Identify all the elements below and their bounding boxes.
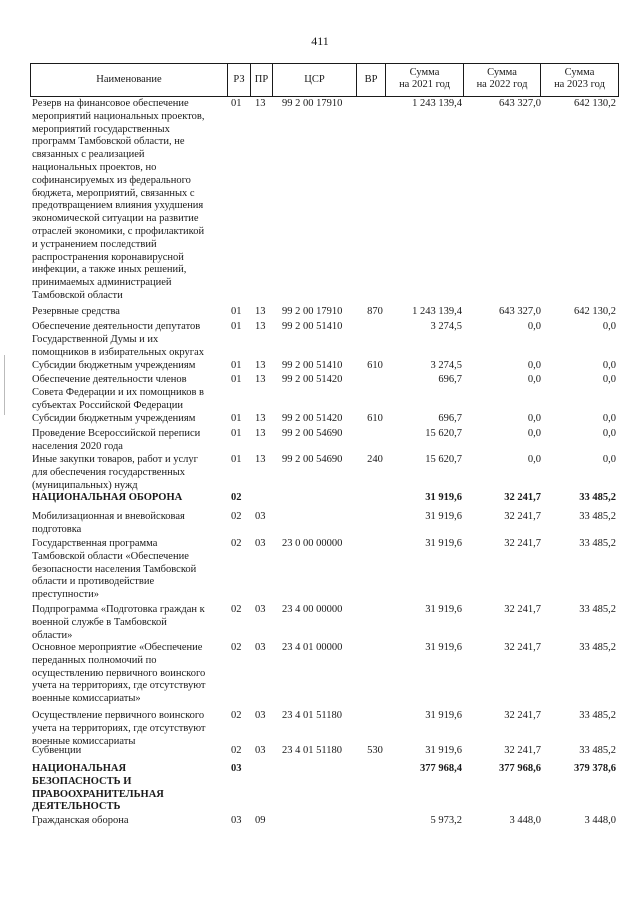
cell-name: Субсидии бюджетным учреждениям — [32, 413, 196, 424]
cell-csr: 99 2 00 51420 — [282, 413, 343, 424]
cell-rz: 01 — [231, 428, 242, 439]
cell-s2: 377 968,6 — [499, 763, 541, 774]
column-header-sum-2021: Сумма на 2021 год — [399, 67, 450, 90]
cell-s1: 1 243 139,4 — [412, 306, 462, 317]
cell-s3: 33 485,2 — [579, 745, 616, 756]
cell-s1: 3 274,5 — [430, 360, 462, 371]
cell-s1: 377 968,4 — [420, 763, 462, 774]
cell-s3: 3 448,0 — [584, 815, 616, 826]
cell-s3: 33 485,2 — [579, 511, 616, 522]
cell-pr: 13 — [255, 98, 266, 109]
cell-pr: 13 — [255, 413, 266, 424]
cell-rz: 02 — [231, 492, 242, 503]
cell-name: Подпрограмма «Подготовка граждан к военной службе в Тамбовской области» — [32, 604, 205, 641]
cell-name: НАЦИОНАЛЬНАЯ БЕЗОПАСНОСТЬ И ПРАВООХРАНИТЕЛЬНАЯ ДЕЯТЕЛЬНОСТЬ — [32, 763, 164, 813]
cell-rz: 03 — [231, 815, 242, 826]
cell-s2: 32 241,7 — [504, 492, 541, 503]
cell-pr: 03 — [255, 745, 266, 756]
column-header-sum-2022: Сумма на 2022 год — [476, 67, 528, 90]
table-header-top-border — [30, 63, 619, 64]
cell-s2: 0,0 — [527, 321, 541, 332]
cell-pr: 03 — [255, 710, 266, 721]
cell-rz: 01 — [231, 306, 242, 317]
cell-name: Субвенции — [32, 745, 82, 756]
cell-s1: 31 919,6 — [425, 604, 462, 615]
cell-s2: 32 241,7 — [504, 604, 541, 615]
cell-s1: 31 919,6 — [425, 710, 462, 721]
cell-s3: 642 130,2 — [574, 98, 616, 109]
cell-csr: 23 0 00 00000 — [282, 538, 343, 549]
cell-vr: 610 — [367, 413, 383, 424]
cell-name: Государственная программа Тамбовской области «Обеспечение безопасности населения Тамбовской области и противодействие преступности» — [32, 538, 197, 601]
cell-s1: 3 274,5 — [430, 321, 462, 332]
cell-pr: 13 — [255, 321, 266, 332]
cell-s3: 33 485,2 — [579, 538, 616, 549]
cell-rz: 01 — [231, 374, 242, 385]
cell-name: Проведение Всероссийской переписи населения 2020 года — [32, 428, 201, 452]
cell-s2: 0,0 — [527, 454, 541, 465]
column-header-pr: ПР — [254, 74, 269, 85]
cell-rz: 01 — [231, 454, 242, 465]
cell-vr: 530 — [367, 745, 383, 756]
cell-s1: 696,7 — [438, 374, 462, 385]
cell-rz: 02 — [231, 710, 242, 721]
cell-s3: 0,0 — [602, 454, 616, 465]
cell-s2: 0,0 — [527, 428, 541, 439]
cell-csr: 23 4 01 51180 — [282, 745, 342, 756]
cell-s3: 33 485,2 — [579, 710, 616, 721]
cell-csr: 23 4 01 51180 — [282, 710, 342, 721]
cell-s2: 32 241,7 — [504, 511, 541, 522]
cell-pr: 03 — [255, 604, 266, 615]
scan-margin-mark — [4, 355, 5, 415]
cell-rz: 02 — [231, 511, 242, 522]
cell-s1: 1 243 139,4 — [412, 98, 462, 109]
cell-s1: 31 919,6 — [425, 642, 462, 653]
cell-s3: 33 485,2 — [579, 492, 616, 503]
cell-name: Обеспечение деятельности депутатов Государственной Думы и их помощников в избирательных округах — [32, 321, 204, 358]
cell-csr: 23 4 01 00000 — [282, 642, 343, 653]
cell-rz: 02 — [231, 604, 242, 615]
cell-csr: 99 2 00 54690 — [282, 454, 343, 465]
cell-s2: 32 241,7 — [504, 745, 541, 756]
cell-s3: 0,0 — [602, 413, 616, 424]
column-header-csr: ЦСР — [304, 74, 325, 85]
cell-s3: 379 378,6 — [574, 763, 616, 774]
table-header-divider — [618, 63, 619, 97]
cell-s1: 15 620,7 — [425, 428, 462, 439]
column-header-rz: РЗ — [233, 74, 245, 85]
cell-csr: 99 2 00 17910 — [282, 98, 343, 109]
cell-rz: 02 — [231, 642, 242, 653]
cell-csr: 99 2 00 17910 — [282, 306, 343, 317]
cell-s1: 5 973,2 — [430, 815, 462, 826]
cell-name: Гражданская оборона — [32, 815, 129, 826]
cell-s1: 31 919,6 — [425, 538, 462, 549]
cell-name: Мобилизационная и вневойсковая подготовка — [32, 511, 185, 535]
cell-s3: 0,0 — [602, 428, 616, 439]
cell-rz: 02 — [231, 538, 242, 549]
cell-s3: 642 130,2 — [574, 306, 616, 317]
cell-pr: 03 — [255, 511, 266, 522]
cell-s3: 33 485,2 — [579, 604, 616, 615]
cell-name: Иные закупки товаров, работ и услуг для обеспечения государственных (муниципальных) нужд — [32, 454, 198, 491]
cell-s1: 31 919,6 — [425, 745, 462, 756]
cell-pr: 13 — [255, 428, 266, 439]
cell-rz: 01 — [231, 321, 242, 332]
cell-s2: 643 327,0 — [499, 98, 541, 109]
cell-pr: 13 — [255, 360, 266, 371]
cell-name: Осуществление первичного воинского учета на территориях, где отсутствуют военные комиссариаты — [32, 710, 206, 747]
cell-pr: 03 — [255, 538, 266, 549]
cell-csr: 23 4 00 00000 — [282, 604, 343, 615]
cell-vr: 240 — [367, 454, 383, 465]
cell-rz: 01 — [231, 413, 242, 424]
cell-s2: 0,0 — [527, 360, 541, 371]
column-header-vr: ВР — [364, 74, 378, 85]
cell-pr: 03 — [255, 642, 266, 653]
cell-pr: 09 — [255, 815, 266, 826]
cell-csr: 99 2 00 51410 — [282, 360, 343, 371]
cell-s2: 643 327,0 — [499, 306, 541, 317]
cell-s3: 0,0 — [602, 321, 616, 332]
cell-name: Субсидии бюджетным учреждениям — [32, 360, 196, 371]
cell-pr: 13 — [255, 374, 266, 385]
cell-csr: 99 2 00 51410 — [282, 321, 343, 332]
page-number: 411 — [311, 34, 329, 48]
cell-vr: 610 — [367, 360, 383, 371]
cell-csr: 99 2 00 51420 — [282, 374, 343, 385]
cell-s2: 0,0 — [527, 413, 541, 424]
cell-s2: 32 241,7 — [504, 642, 541, 653]
cell-pr: 13 — [255, 454, 266, 465]
cell-vr: 870 — [367, 306, 383, 317]
column-header-name: Наименование — [96, 74, 162, 85]
cell-rz: 01 — [231, 98, 242, 109]
cell-s3: 0,0 — [602, 374, 616, 385]
cell-s1: 31 919,6 — [425, 511, 462, 522]
cell-s2: 0,0 — [527, 374, 541, 385]
cell-name: Резерв на финансовое обеспечение мероприятий национальных проектов, мероприятий государственных программ Тамбовской области, не связанных с реализацией национальных проектов, но софинансируемых из федерального бюджета, мероприятий, связанных с предотвращением влияния ухудшения экономической ситуации на развитие отраслей экономики, с профилактикой и устранением последствий распространения коронавирусной инфекции, а также иных решений, принимаемых администрацией Тамбовской области — [32, 98, 205, 301]
column-header-sum-2023: Сумма на 2023 год — [554, 67, 605, 90]
cell-rz: 02 — [231, 745, 242, 756]
cell-csr: 99 2 00 54690 — [282, 428, 343, 439]
cell-name: НАЦИОНАЛЬНАЯ ОБОРОНА — [32, 492, 183, 503]
table-header-bottom-border — [30, 96, 619, 97]
cell-name: Обеспечение деятельности членов Совета Федерации и их помощников в субъектах Российской Федерации — [32, 374, 205, 411]
cell-name: Основное мероприятие «Обеспечение переданных полномочий по осуществлению первичного воинского учета на территориях, где отсутствуют военные комиссариаты» — [32, 642, 206, 705]
cell-s2: 3 448,0 — [509, 815, 541, 826]
cell-rz: 03 — [231, 763, 242, 774]
cell-s2: 32 241,7 — [504, 538, 541, 549]
cell-s3: 33 485,2 — [579, 642, 616, 653]
cell-rz: 01 — [231, 360, 242, 371]
cell-pr: 13 — [255, 306, 266, 317]
cell-s3: 0,0 — [602, 360, 616, 371]
cell-s1: 696,7 — [438, 413, 462, 424]
cell-s2: 32 241,7 — [504, 710, 541, 721]
cell-s1: 15 620,7 — [425, 454, 462, 465]
cell-s1: 31 919,6 — [425, 492, 462, 503]
cell-name: Резервные средства — [32, 306, 120, 317]
